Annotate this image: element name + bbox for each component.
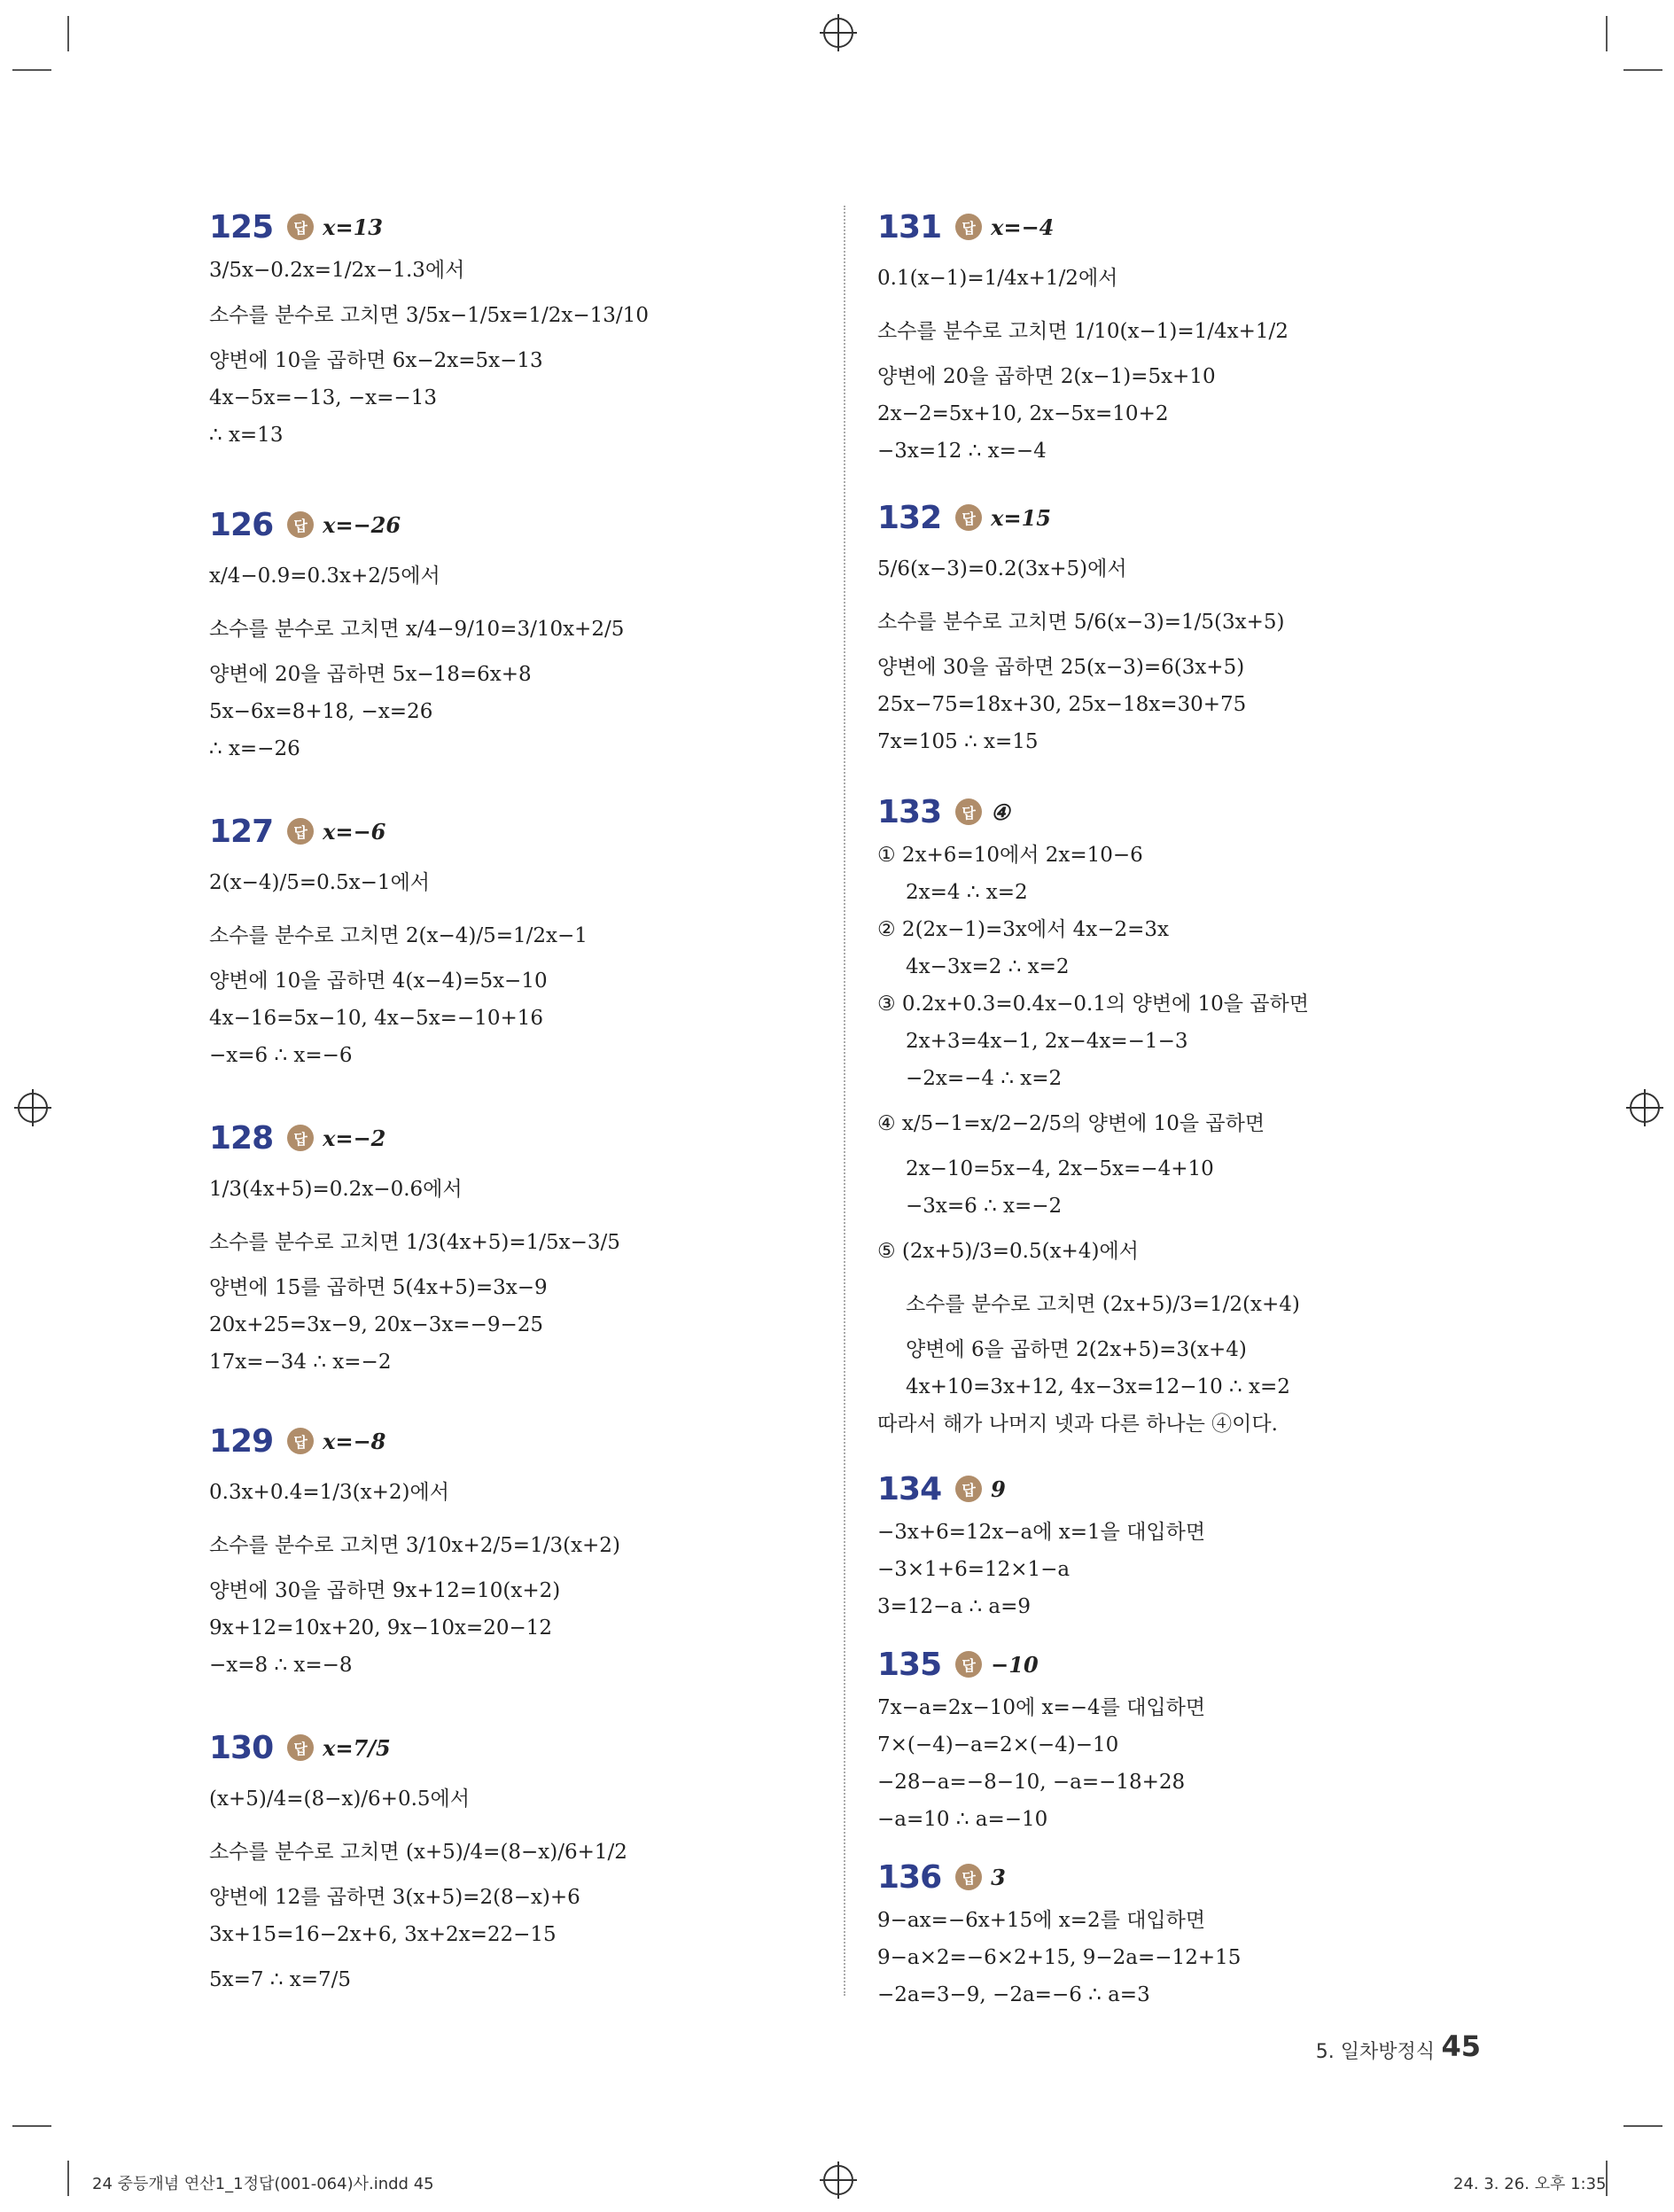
problem-header [209,1416,821,1466]
registration-mark-icon [1630,1093,1660,1123]
problem-number: 132 [877,499,942,536]
problem-number: 130 [209,1729,274,1766]
solution-line: 소수를 분수로 고치면 1/10(x−1)=1/4x+1/2 [877,320,1289,343]
problem-number: 134 [877,1470,942,1507]
answer-value: 9 [991,1476,1006,1502]
solution-line: 소수를 분수로 고치면 2(x−4)/5=1/2x−1 [209,924,588,947]
solution-line: −3×1+6=12×1−a [877,1558,1071,1581]
problem-number: 131 [877,208,942,245]
problem-number: 125 [209,208,274,245]
problem-136 [877,1852,1489,2013]
column-divider [844,206,845,1996]
solution-line: 소수를 분수로 고치면 (x+5)/4=(8−x)/6+1/2 [209,1841,627,1864]
footer-timestamp: 24. 3. 26. 오후 1:35 [1453,2175,1607,2193]
footer-file-info: 24 중등개념 연산1_1정답(001-064)사.indd 45 [92,2175,434,2193]
problem-number: 127 [209,813,274,850]
answer-value: x=−8 [323,1428,386,1454]
solution-line: 2x−10=5x−4, 2x−5x=−4+10 [906,1157,1214,1180]
answer-badge-icon: 답 [287,511,314,538]
solution-line: 5x=7 ∴ x=7/5 [209,1968,352,1991]
crop-mark [67,16,69,51]
solution-line: 0.3x+0.4=1/3(x+2)에서 [209,1481,449,1504]
answer-value: 3 [991,1864,1006,1890]
page-number: 45 [1441,2029,1481,2063]
solution-line: 2x=4 ∴ x=2 [906,881,1028,904]
solution-line: 양변에 20을 곱하면 2(x−1)=5x+10 [877,365,1216,388]
crop-mark [12,69,51,71]
solution-line: 양변에 20을 곱하면 5x−18=6x+8 [209,663,532,686]
solution-line: 2x−2=5x+10, 2x−5x=10+2 [877,402,1169,425]
problem-126 [209,500,821,767]
problem-header [877,202,1489,252]
solution-line: 5/6(x−3)=0.2(3x+5)에서 [877,557,1127,580]
problem-number: 136 [877,1858,942,1896]
solution-line: 3=12−a ∴ a=9 [877,1595,1032,1618]
answer-value: x=−2 [323,1125,386,1151]
solution-line: ⑤ (2x+5)/3=0.5(x+4)에서 [877,1240,1139,1263]
solution-line: 소수를 분수로 고치면 3/5x−1/5x=1/2x−13/10 [209,304,649,327]
crop-mark [12,2125,51,2127]
solution-line: 소수를 분수로 고치면 1/3(4x+5)=1/5x−3/5 [209,1231,620,1254]
problem-128 [209,1113,821,1381]
solution-line: 7x=105 ∴ x=15 [877,730,1039,753]
crop-mark [67,2161,69,2196]
problem-header [209,1113,821,1163]
problem-number: 135 [877,1646,942,1683]
solution-line: 2x+3=4x−1, 2x−4x=−1−3 [906,1030,1188,1053]
solution-line: −28−a=−8−10, −a=−18+28 [877,1771,1186,1794]
answer-value: x=13 [323,214,383,240]
problem-number: 128 [209,1119,274,1157]
answer-badge-icon: 답 [955,1651,982,1678]
crop-mark [1623,69,1662,71]
problem-header [209,1723,821,1772]
problem-129 [209,1416,821,1684]
solution-line: 소수를 분수로 고치면 5/6(x−3)=1/5(3x+5) [877,611,1285,634]
solution-line: 4x−5x=−13, −x=−13 [209,386,437,409]
solution-line: 따라서 해가 나머지 넷과 다른 하나는 ④이다. [877,1413,1278,1436]
solution-line: 소수를 분수로 고치면 x/4−9/10=3/10x+2/5 [209,618,625,641]
crop-mark [1606,16,1608,51]
solution-line: 1/3(4x+5)=0.2x−0.6에서 [209,1178,463,1201]
crop-mark [1623,2125,1662,2127]
answer-value: −10 [991,1651,1039,1678]
problem-header [877,1640,1489,1689]
solution-line: −2x=−4 ∴ x=2 [906,1067,1063,1090]
solution-line: −a=10 ∴ a=−10 [877,1808,1048,1831]
solution-line: −x=8 ∴ x=−8 [209,1654,353,1677]
problem-133 [877,787,1489,1443]
solution-line: −3x=6 ∴ x=−2 [906,1195,1063,1218]
problem-header [209,806,821,856]
solution-line: 9−ax=−6x+15에 x=2를 대입하면 [877,1909,1206,1932]
solution-line: 3/5x−0.2x=1/2x−1.3에서 [209,259,465,282]
solution-line: x/4−0.9=0.3x+2/5에서 [209,565,440,588]
solution-line: 4x−16=5x−10, 4x−5x=−10+16 [209,1007,544,1030]
problem-131 [877,202,1489,470]
solution-line: 3x+15=16−2x+6, 3x+2x=22−15 [209,1923,557,1946]
answer-value: x=7/5 [323,1734,391,1761]
solution-line: 17x=−34 ∴ x=−2 [209,1351,392,1374]
answer-badge-icon: 답 [287,818,314,845]
solution-line: 양변에 10을 곱하면 4(x−4)=5x−10 [209,970,548,993]
answer-badge-icon: 답 [955,1864,982,1890]
answer-value: x=−4 [991,214,1055,240]
answer-badge-icon: 답 [287,1734,314,1761]
solution-line: 양변에 6을 곱하면 2(2x+5)=3(x+4) [906,1338,1247,1361]
solution-line: ① 2x+6=10에서 2x=10−6 [877,844,1143,867]
registration-mark-icon [823,2165,853,2195]
solution-line: 5x−6x=8+18, −x=26 [209,700,433,723]
solution-line: 0.1(x−1)=1/4x+1/2에서 [877,267,1118,290]
answer-badge-icon: 답 [287,1428,314,1454]
problem-127 [209,806,821,1074]
problem-135 [877,1640,1489,1838]
problem-number: 129 [209,1422,274,1460]
problem-125 [209,202,821,454]
chapter-label: 5. 일차방정식 [1315,2041,1435,2063]
solution-line: 7×(−4)−a=2×(−4)−10 [877,1733,1119,1756]
solution-line: 4x−3x=2 ∴ x=2 [906,955,1070,978]
registration-mark-icon [18,1093,48,1123]
problem-132 [877,493,1489,760]
solution-line: 4x+10=3x+12, 4x−3x=12−10 ∴ x=2 [906,1375,1290,1398]
solution-line: 양변에 30을 곱하면 25(x−3)=6(3x+5) [877,656,1245,679]
solution-line: −x=6 ∴ x=−6 [209,1044,353,1067]
solution-line: ④ x/5−1=x/2−2/5의 양변에 10을 곱하면 [877,1112,1265,1135]
solution-line: 양변에 10을 곱하면 6x−2x=5x−13 [209,349,543,372]
problem-header [877,787,1489,837]
problem-header [209,500,821,549]
answer-badge-icon: 답 [955,798,982,825]
solution-line: 양변에 12를 곱하면 3(x+5)=2(8−x)+6 [209,1886,580,1909]
problem-header [877,493,1489,542]
problem-header [877,1464,1489,1514]
answer-badge-icon: 답 [955,504,982,531]
registration-mark-icon [823,18,853,48]
solution-line: ② 2(2x−1)=3x에서 4x−2=3x [877,918,1170,941]
problem-number: 126 [209,506,274,543]
problem-134 [877,1464,1489,1625]
problem-header [209,202,821,252]
answer-value: ④ [991,798,1010,825]
solution-line: 7x−a=2x−10에 x=−4를 대입하면 [877,1696,1206,1719]
answer-value: x=−26 [323,511,401,538]
solution-line: 9x+12=10x+20, 9x−10x=20−12 [209,1616,553,1640]
solution-line: 양변에 15를 곱하면 5(4x+5)=3x−9 [209,1276,548,1299]
problem-header [877,1852,1489,1902]
problem-number: 133 [877,793,942,830]
answer-badge-icon: 답 [287,214,314,240]
solution-line: 양변에 30을 곱하면 9x+12=10(x+2) [209,1579,561,1602]
solution-line: 25x−75=18x+30, 25x−18x=30+75 [877,693,1247,716]
solution-line: ③ 0.2x+0.3=0.4x−0.1의 양변에 10을 곱하면 [877,993,1309,1016]
answer-badge-icon: 답 [955,1476,982,1502]
solution-line: −2a=3−9, −2a=−6 ∴ a=3 [877,1983,1150,2006]
problem-130 [209,1723,821,2006]
solution-line: 소수를 분수로 고치면 3/10x+2/5=1/3(x+2) [209,1534,620,1557]
solution-line: 9−a×2=−6×2+15, 9−2a=−12+15 [877,1946,1242,1969]
solution-line: −3x=12 ∴ x=−4 [877,440,1047,463]
answer-value: x=−6 [323,818,386,845]
solution-line: ∴ x=13 [209,424,284,447]
answer-value: x=15 [991,504,1051,531]
answer-badge-icon: 답 [287,1125,314,1151]
solution-line: 소수를 분수로 고치면 (2x+5)/3=1/2(x+4) [906,1293,1300,1316]
solution-line: ∴ x=−26 [209,737,300,760]
solution-line: 20x+25=3x−9, 20x−3x=−9−25 [209,1313,544,1336]
solution-line: (x+5)/4=(8−x)/6+0.5에서 [209,1788,470,1811]
solution-line: −3x+6=12x−a에 x=1을 대입하면 [877,1521,1206,1544]
solution-line: 2(x−4)/5=0.5x−1에서 [209,871,430,894]
answer-badge-icon: 답 [955,214,982,240]
